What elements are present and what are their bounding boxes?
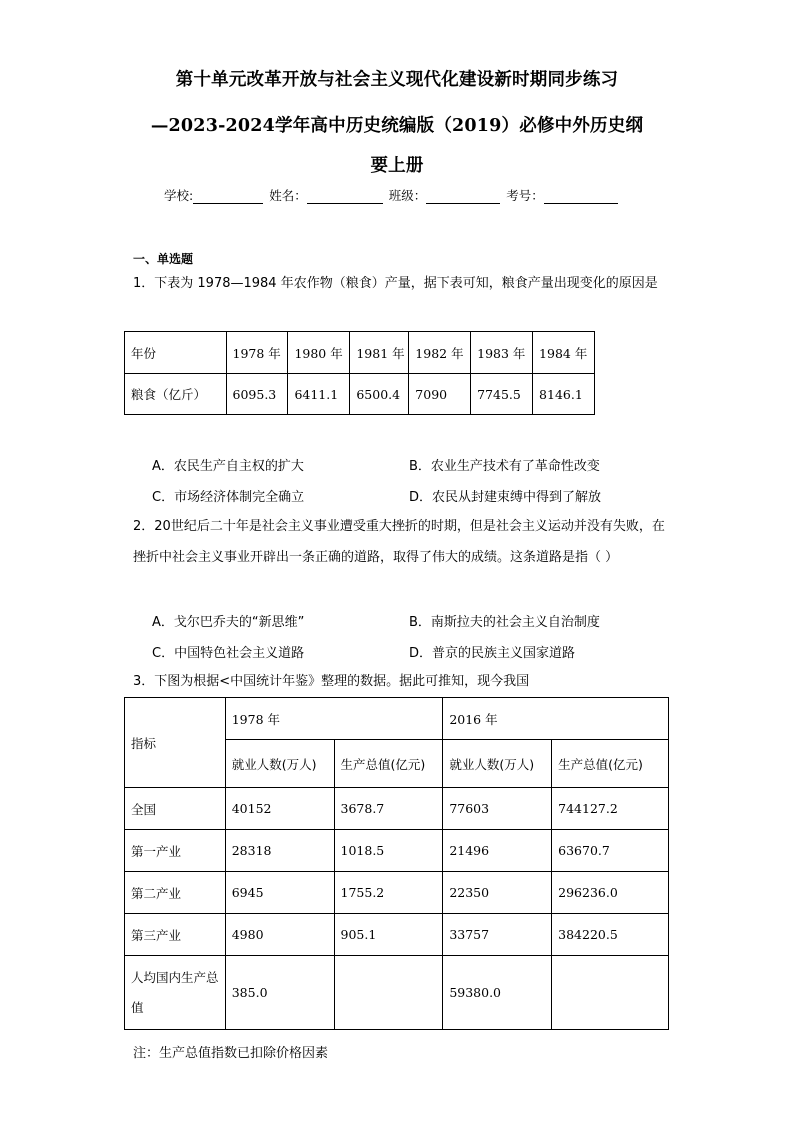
q1-header-cell: 1980 年 <box>288 332 350 374</box>
q1-cell: 6095.3 <box>226 374 288 415</box>
q1-header-cell: 年份 <box>125 332 227 374</box>
school-blank[interactable] <box>193 190 263 204</box>
q1-header-cell: 1981 年 <box>350 332 409 374</box>
section-heading: 一、单选题 <box>133 252 194 266</box>
q3-cell: 6945 <box>225 872 334 914</box>
q2-option-a[interactable]: A．戈尔巴乔夫的“新思维” <box>152 615 305 630</box>
q3-text: 3．下图为根据<中国统计年鉴》整理的数据。据此可推知，现今我国 <box>133 674 530 689</box>
q2-option-d[interactable]: D．普京的民族主义国家道路 <box>409 646 576 661</box>
q2-option-b[interactable]: B．南斯拉夫的社会主义自治制度 <box>409 615 600 630</box>
q1-header-cell: 1978 年 <box>226 332 288 374</box>
class-label: 班级： <box>388 188 427 203</box>
q3-cell: 28318 <box>225 830 334 872</box>
q3-cell: 40152 <box>225 788 334 830</box>
q3-cell: 21496 <box>443 830 552 872</box>
q3-cell: 63670.7 <box>552 830 669 872</box>
q3-cell: 744127.2 <box>552 788 669 830</box>
q1-cell: 8146.1 <box>533 374 595 415</box>
q3-year-header: 1978 年 <box>225 698 443 740</box>
q3-cell: 77603 <box>443 788 552 830</box>
q3-cell <box>334 956 443 1030</box>
student-info-row <box>164 186 620 204</box>
q3-indicator-header: 指标 <box>125 698 226 788</box>
q2-text: 2．20世纪后二十年是社会主义事业遭受重大挫折的时期，但是社会主义运动并没有失败，在挫折中社会主义事业开辟出一条正确的道路，取得了伟大的成绩。这条道路是指（ ） <box>133 519 665 565</box>
q3-cell: 第一产业 <box>125 830 226 872</box>
q1-header-cell: 1984 年 <box>533 332 595 374</box>
q1-option-d[interactable]: D．农民从封建束缚中得到了解放 <box>409 490 602 505</box>
q3-table-row <box>125 956 669 1030</box>
q3-cell: 59380.0 <box>443 956 552 1030</box>
q3-cell: 1018.5 <box>334 830 443 872</box>
q3-table-row <box>125 914 669 956</box>
q3-cell: 第二产业 <box>125 872 226 914</box>
q1-cell: 6411.1 <box>288 374 350 415</box>
q3-cell: 22350 <box>443 872 552 914</box>
q3-subheader-cell: 生产总值(亿元) <box>552 740 669 788</box>
q3-cell: 4980 <box>225 914 334 956</box>
q1-table-row <box>125 374 595 415</box>
q3-subheader-cell: 就业人数(万人) <box>443 740 552 788</box>
q3-cell: 296236.0 <box>552 872 669 914</box>
q3-table-row <box>125 830 669 872</box>
q3-year-header: 2016 年 <box>443 698 669 740</box>
q3-cell: 3678.7 <box>334 788 443 830</box>
q1-text: 1．下表为 1978—1984 年农作物（粮食）产量，据下表可知，粮食产量出现变化的原因是 <box>133 276 658 291</box>
q1-option-b[interactable]: B．农业生产技术有了革命性改变 <box>409 459 600 474</box>
name-label: 姓名： <box>269 188 307 203</box>
q3-table-row <box>125 872 669 914</box>
q3-subheader-cell: 就业人数(万人) <box>225 740 334 788</box>
name-blank[interactable] <box>307 190 383 204</box>
doc-title-line1: 第十单元改革开放与社会主义现代化建设新时期同步练习 <box>175 70 619 90</box>
q3-cell: 384220.5 <box>552 914 669 956</box>
q3-subheader-cell: 生产总值(亿元) <box>334 740 443 788</box>
q1-cell: 7090 <box>409 374 471 415</box>
q3-cell: 人均国内生产总值 <box>125 956 226 1030</box>
q3-table <box>124 697 669 1030</box>
exam-no-blank[interactable] <box>544 190 618 204</box>
q3-cell: 全国 <box>125 788 226 830</box>
q1-header-cell: 1983 年 <box>471 332 533 374</box>
exam-no-label: 考号： <box>506 188 544 203</box>
q1-option-c[interactable]: C．市场经济体制完全确立 <box>152 490 305 505</box>
doc-title-line3: 要上册 <box>370 156 424 176</box>
school-label: 学校: <box>164 188 194 203</box>
q1-cell: 7745.5 <box>471 374 533 415</box>
q3-note: 注：生产总值指数已扣除价格因素 <box>133 1046 329 1061</box>
q2-option-c[interactable]: C．中国特色社会主义道路 <box>152 646 305 661</box>
q1-cell: 6500.4 <box>350 374 409 415</box>
q3-cell: 1755.2 <box>334 872 443 914</box>
q1-cell: 粮食（亿斤） <box>125 374 227 415</box>
q3-table-row <box>125 788 669 830</box>
class-blank[interactable] <box>426 190 500 204</box>
q3-cell: 33757 <box>443 914 552 956</box>
q3-cell: 385.0 <box>225 956 334 1030</box>
q3-year-row <box>125 698 669 740</box>
q1-table <box>124 331 595 415</box>
q1-table-header-row <box>125 332 595 374</box>
doc-title-line2: —2023-2024学年高中历史统编版（2019）必修中外历史纲 <box>150 116 644 136</box>
q3-cell: 905.1 <box>334 914 443 956</box>
q3-cell <box>552 956 669 1030</box>
q3-cell: 第三产业 <box>125 914 226 956</box>
q1-header-cell: 1982 年 <box>409 332 471 374</box>
q1-option-a[interactable]: A．农民生产自主权的扩大 <box>152 459 304 474</box>
